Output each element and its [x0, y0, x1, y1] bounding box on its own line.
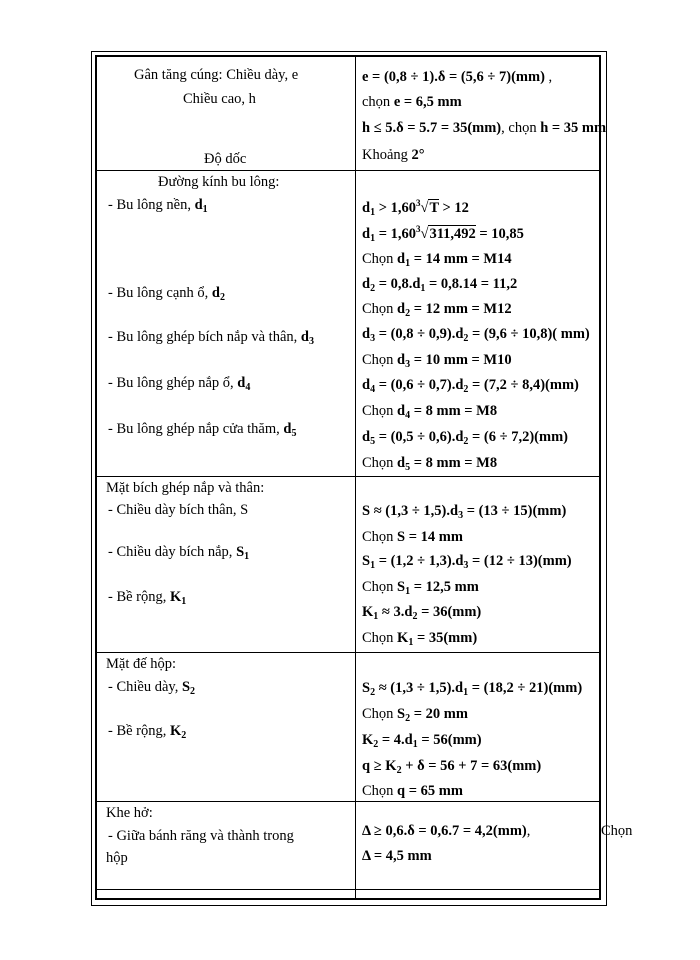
label-khe-ho: Khe hở:	[106, 805, 153, 821]
choose-s2: Chọn $S_2 = 20$ mm	[362, 706, 468, 724]
label-chieu-day-bich-than: - Chiều dày bích thân, S	[108, 502, 249, 518]
label-bulong-bich-nap: - Bu lông ghép bích nắp và thân, $d_3$	[108, 329, 314, 347]
label-mat-bich: Mặt bích ghép nắp và thân:	[106, 480, 265, 496]
formula-d5: $d_5 = (0,5 \div 0,6).d_2 = (6 \div 7,2)(mm)$	[362, 429, 568, 447]
formula-s1: $S_1 = (1,2 \div 1,3).d_3 = (12 \div 13)(mm)$	[362, 553, 572, 571]
row-divider	[95, 652, 601, 653]
choose-d5: Chọn $d_5 = 8$ mm = M8	[362, 455, 498, 473]
row-divider	[95, 170, 601, 171]
label-do-doc: Độ dốc	[204, 151, 247, 167]
formula-e: e = (0,8 ÷ 1).δ = (5,6 ÷ 7)(mm) ,	[362, 69, 553, 85]
formula-d2: $d_2 = 0,8.d_1 = 0,8.14 = 11,2$	[362, 276, 518, 294]
formula-d1: $d_1 = 1,60^3√311,492 = 10,85$	[362, 224, 524, 244]
row-divider	[95, 476, 601, 477]
label-giua-banh-rang: - Giữa bánh răng và thành trong	[108, 828, 294, 844]
choose-d3: Chọn $d_3 = 10$ mm = M10	[362, 352, 512, 370]
formula-k1: $K_1 \approx 3.d_2 = 36(mm)$	[362, 604, 482, 622]
column-divider	[355, 57, 356, 898]
formula-d1-condition: $d_1 > 1,60^3√T > 12$	[362, 198, 469, 218]
choose-d2: Chọn $d_2 = 12$ mm = M12	[362, 301, 512, 319]
formula-k2: $K_2 = 4.d_1 = 56(mm)$	[362, 732, 482, 750]
label-be-rong-k2: - Bề rộng, $K_2$	[108, 723, 187, 741]
label-gan-chieu-cao: Chiều cao, h	[183, 91, 256, 107]
label-chieu-day-bich-nap: - Chiều dày bích nắp, $S_1$	[108, 544, 250, 562]
formula-h: h ≤ 5.δ = 5.7 = 35(mm), chọn h = 35 mm	[362, 120, 607, 136]
choose-d1: Chọn $d_1 = 14$ mm = M14	[362, 251, 512, 269]
label-gan-chieu-day: Gân tăng cúng: Chiều dày, e	[134, 67, 299, 83]
label-bulong-nen: - Bu lông nền, $d_1$	[108, 197, 208, 215]
choose-delta: Δ = 4,5 mm	[362, 848, 432, 864]
slope-value: Khoảng 2°	[362, 147, 425, 163]
label-bulong-nap-o: - Bu lông ghép nắp ổ, $d_4$	[108, 375, 251, 393]
label-be-rong-k1: - Bề rộng, $K_1$	[108, 589, 187, 607]
choose-s: Chọn S = 14 mm	[362, 529, 463, 545]
label-bulong-canh-o: - Bu lông cạnh ổ, $d_2$	[108, 285, 225, 303]
label-chon: Chọn	[601, 823, 633, 839]
formula-d3: $d_3 = (0,8 \div 0,9).d_2 = (9,6 \div 10,8)$( mm)	[362, 326, 590, 344]
choose-q: Chọn q = 65 mm	[362, 783, 463, 799]
label-duong-kinh-bulong: Đường kính bu lông:	[158, 174, 280, 190]
formula-q: $q \ge K_2 + \delta = 56 + 7 = 63(mm)$	[362, 758, 542, 776]
formula-d4: $d_4 = (0,6 \div 0,7).d_2 = (7,2 \div 8,4)(mm)$	[362, 377, 579, 395]
label-bulong-cua-tham: - Bu lông ghép nắp cửa thăm, $d_5$	[108, 421, 297, 439]
formula-s: $S \approx (1,3 \div 1,5).d_3 = (13 \div 15)(mm)$	[362, 503, 567, 521]
row-divider	[95, 801, 601, 802]
choose-d4: Chọn $d_4 = 8$ mm = M8	[362, 403, 498, 421]
label-chieu-day-s2: - Chiều dày, $S_2$	[108, 679, 196, 697]
choose-s1: Chọn $S_1 = 12,5$ mm	[362, 579, 479, 597]
formula-s2: $S_2 \approx (1,3 \div 1,5).d_1 = (18,2 \div 21)(mm)$	[362, 680, 583, 698]
label-hop: hộp	[106, 850, 128, 866]
formula-delta: Δ ≥ 0,6.δ = 0,6.7 = 4,2(mm),	[362, 823, 531, 839]
choose-k1: Chọn $K_1 = 35(mm)$	[362, 630, 478, 648]
row-divider	[95, 889, 601, 890]
label-mat-de-hop: Mặt đế hộp:	[106, 656, 177, 672]
choose-e: chọn e = 6,5 mm	[362, 94, 462, 110]
